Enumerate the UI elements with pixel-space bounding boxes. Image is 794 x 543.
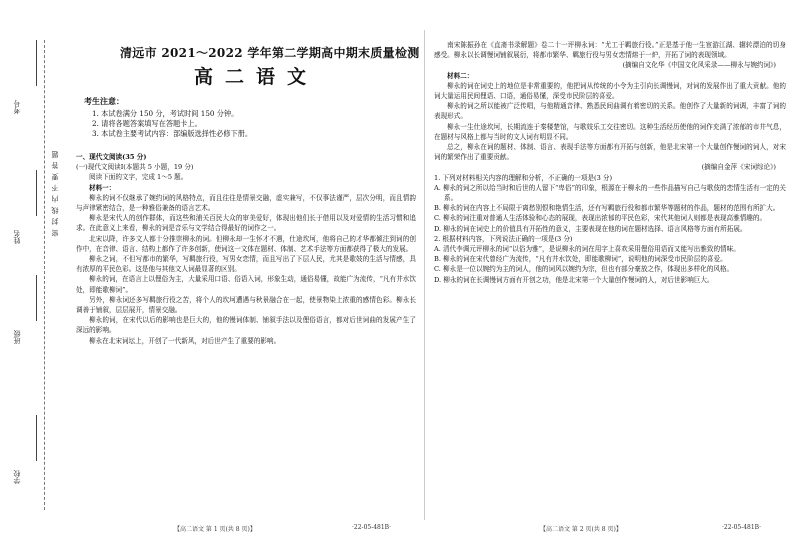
question-2-stem: 2. 根据材料内容，下列说法正确的一项是(3 分): [434, 234, 573, 243]
question-1-option-d[interactable]: D. 柳永的词在词史上的价值具有开拓性的意义，主要表现在他的词在题材选择、语言风格等方面有所拓展。: [434, 224, 747, 233]
material-1-label: 材料一：: [89, 183, 116, 192]
page-divider: [424, 30, 425, 520]
notes-heading: 考生注意：: [84, 96, 124, 106]
paragraph: 柳永的词之所以能被广泛传唱，与他精通音律、熟悉民间曲调有着密切的关系。他创作了大量新的词调，丰富了词的表现形式。: [434, 102, 786, 121]
question-2-option-c[interactable]: C. 柳永是一位以婉约为主的词人，他的词风以婉约为宗，但也有部分豪放之作，体现出多样化的风格。: [434, 265, 734, 274]
seal-text: 密 封 线 内 不 要 答 题: [51, 150, 59, 237]
binding-margin: [0, 0, 62, 543]
question-2-option-a[interactable]: A. 清代李调元评柳永的词“以俗为雅”，是说柳永的词在用字上喜欢采用俚俗用语而又能写出雅致的情味。: [434, 245, 740, 254]
question-2-option-b[interactable]: B. 柳永的词在宋代曾经广为流传，“凡有井水饮处，即能歌柳词”，说明他的词深受市民阶层的喜爱。: [434, 255, 727, 264]
page-2-footer: 【高二语文 第 2 页(共 8 页)】: [540, 526, 622, 533]
citation: (摘编自文化华《中国文化风采录——柳永与婉约词》): [622, 61, 776, 70]
note-item: 1. 本试卷满分 150 分，考试时间 150 分钟。: [92, 109, 239, 118]
paragraph: 柳永之词，不但写都市的繁华，写羁旅行役，写男女恋情，而且写出了下层人民，尤其是歌妓的生活与情感，具有浓厚的平民色彩。这是他与其他文人词最显著的区别。: [76, 255, 416, 274]
paragraph: 柳永的词，在语言上以俚俗为主，大量采用口语、俗语入词，形象生动，通俗易懂，故能广为流传，“凡有井水饮处，即能歌柳词”。: [76, 275, 416, 294]
citation: (摘编自金萍《宋词综论》): [701, 163, 776, 172]
material-2-label: 材料二：: [447, 71, 474, 80]
exam-no-blank[interactable]: [36, 40, 37, 86]
instruction: 阅读下面的文字，完成 1～5 题。: [89, 173, 188, 182]
paragraph: 北宋以降，许多文人都十分推崇柳永的词。但柳永却一生怀才不遇，仕途坎坷，他将自己的才华都倾注到词的创作中，在音律、语言、结构上都作了许多创新，使词这一文体在题材、体制、艺术手法等方面都获得了极大的发展。: [76, 234, 416, 253]
page-2-code: ·22-05-481B·: [722, 524, 761, 531]
exam-notes: [84, 96, 414, 139]
subsection-heading: (一)现代文阅读Ⅰ(本题共 5 小题，19 分): [76, 163, 194, 172]
question-1-stem: 1. 下列对材料相关内容的理解和分析，不正确的一项是(3 分): [434, 173, 613, 182]
subject-title: 高二语文: [194, 66, 319, 88]
school-blank[interactable]: [36, 415, 37, 461]
page-1-code: ·22-05-481B·: [352, 524, 391, 531]
question-2-option-d[interactable]: D. 柳永的词在长调慢词方面有开创之功，他是北宋第一个大量创作慢词的人，对后世影响巨大。: [434, 275, 714, 284]
note-item: 3. 本试卷主要考试内容：部编版选择性必修下册。: [92, 129, 253, 138]
name-blank[interactable]: [36, 170, 37, 216]
question-1-option-a[interactable]: A. 柳永的词之所以给当时和后世的人留下“卑俗”的印象，根源在于柳永的一些作品描写自己与歌伎的恋情生活有一定的关系。: [434, 183, 786, 203]
name-label: 姓名: [13, 230, 21, 244]
question-1-option-c[interactable]: C. 柳永的词注重对普通人生活体验和心态的展现，表现出浓郁的平民色彩，宋代其他词人则都是表现高雅情趣的。: [434, 214, 767, 223]
section-heading: 一、现代文阅读(35 分): [76, 153, 147, 161]
question-1-option-b[interactable]: B. 柳永的词在内容上不局限于离愁别恨和艳情生活，还有写羁旅行役和都市繁华等题材的作品，题材的范围有所扩大。: [434, 204, 780, 213]
reading-continued: [434, 40, 786, 285]
paragraph: 柳永的词不仅继承了婉约词的风格特点，而且往往是情景交融，虚实兼写，不仅事法谨严，层次分明，而且情韵与声律紧密结合，是一种雅俗兼备的语言艺术。: [76, 193, 416, 213]
page-2: [430, 0, 786, 543]
reading-section: [76, 152, 416, 346]
seal-line: [44, 40, 45, 510]
page-1: [62, 0, 418, 543]
paragraph: 柳永一生仕途坎坷，长期流连于秦楼楚馆，与歌妓乐工交往密切。这种生活经历使他的词作充满了浓郁的市井气息，在题材与风格上都与当时的文人词有明显不同。: [434, 122, 786, 141]
note-item: 2. 请将各题答案填写在答题卡上。: [92, 119, 202, 128]
exam-title: 清远市 2021～2022 学年第二学期高中期末质量检测: [120, 46, 420, 60]
page-1-footer: 【高二语文 第 1 页(共 8 页)】: [174, 526, 256, 533]
paragraph: 柳永的词在词史上的地位是非常重要的，他把词从传统的小令为主引向长调慢词，对词的发展作出了重大贡献。他的词大量运用民间俚语、口语，通俗易懂，深受市民阶层的喜爱。: [434, 81, 786, 101]
paragraph: 柳永是宋代人的创作群体，而这些和浦关百民大众的审美爱好，体现出他们长于借用以及对爱情的生活习惯和追求。在此意义上来看，柳永的词是音乐与文学结合得最好的词作之一。: [76, 214, 416, 233]
paragraph: 南宋陈振孙在《直斋书录解题》卷二十一评柳永词：“尤工于羁旅行役。”正是基于他一生宦游江湖、辗转漂泊的切身感受。柳永以长调慢词铺叙展衍，将都市繁华、羁旅行役与男女恋情熔于一炉，开拓了词的表现领域。: [434, 41, 786, 60]
paragraph: 总之，柳永在词的题材、体制、语言、表现手法等方面都有开拓与创新，他是北宋第一个大量创作慢词的词人，对宋词的繁荣作出了重要贡献。: [434, 143, 786, 162]
paragraph: 柳永的词，在宋代以后的影响也是巨大的，他的慢词体制、铺叙手法以及俚俗语言，都对后世词曲的发展产生了深远的影响。: [76, 316, 416, 335]
paragraph: 柳永在北宋词坛上，开创了一代新风，对后世产生了重要的影响。: [89, 336, 281, 345]
class-label: 班级: [13, 330, 21, 344]
school-label: 学校: [13, 470, 21, 484]
exam-no-label: 考号: [13, 100, 21, 114]
paragraph: 另外，柳永词还多写羁旅行役之苦，将个人的坎坷遭遇与秋景融合在一起，使景物染上浓重的感情色彩。柳永长调善于铺叙，层层展开，情景交融。: [76, 295, 416, 315]
class-blank[interactable]: [36, 275, 37, 321]
